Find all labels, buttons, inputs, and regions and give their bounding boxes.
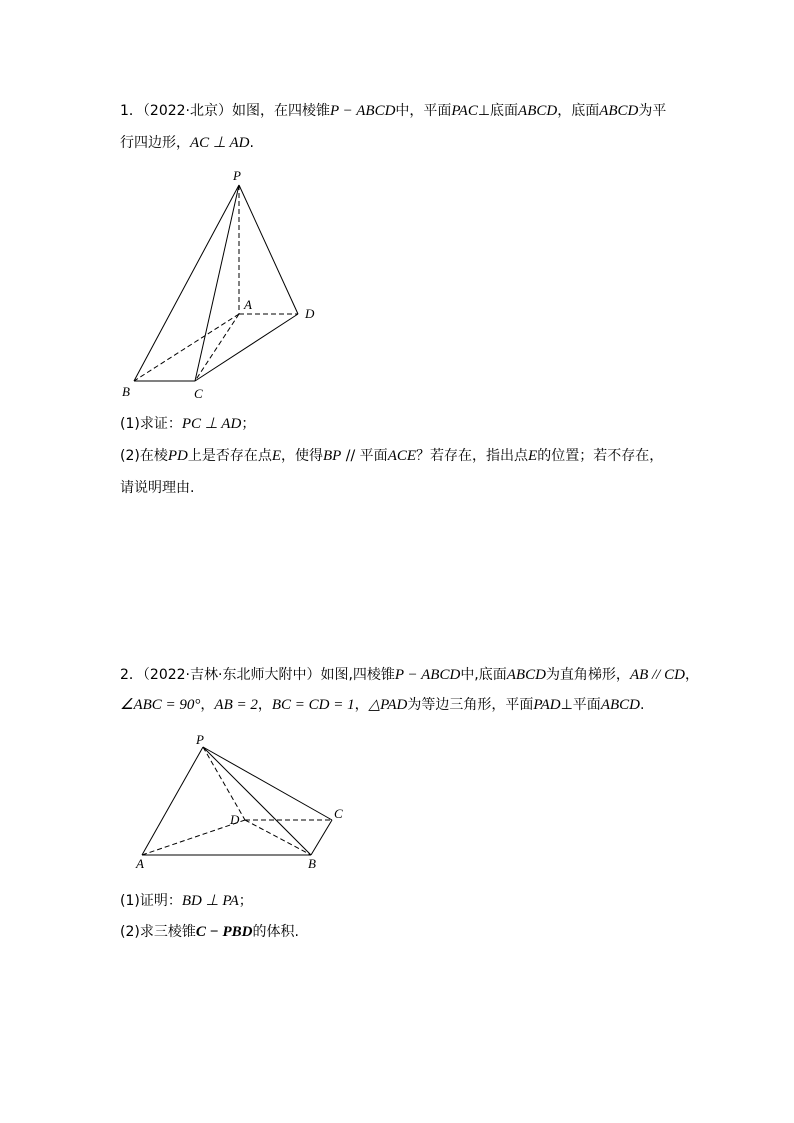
vertex-label-A: A	[136, 856, 144, 871]
problem-source: （2022·吉林·东北师大附中）	[142, 667, 321, 683]
edge-PC	[203, 747, 332, 820]
vertex-label-D: D	[305, 306, 315, 321]
vertex-label-D: D	[230, 812, 240, 827]
problem-2-part-2: (2)求三棱锥C − PBD的体积.	[120, 924, 299, 940]
edge-PA	[142, 747, 203, 855]
edge-PB	[203, 747, 311, 855]
vertex-label-C: C	[334, 806, 343, 821]
problem-number: 1．	[120, 103, 143, 119]
problem-1-part-1: (1)求证：PC ⊥ AD；	[120, 416, 256, 432]
problem-1-part-2-line-1: (2)在棱PD上是否存在点E，使得BP // 平面ACE？若存在，指出点E的位置；若不存在，	[120, 448, 664, 464]
vertex-label-P: P	[233, 168, 241, 183]
problem-1-line-2: 行四边形，AC ⊥ AD.	[120, 135, 254, 151]
vertex-label-C: C	[194, 386, 203, 401]
edge-DB-hidden	[245, 820, 311, 855]
problem-1-line-1: 1．（2022·北京）如图，在四棱锥P − ABCD中，平面PAC⊥底面ABCD，底面ABCD为平	[120, 103, 667, 119]
problem-source: （2022·北京）	[142, 103, 233, 119]
problem-2-part-1: (1)证明：BD ⊥ PA；	[120, 893, 253, 909]
edge-BC	[311, 820, 332, 855]
vertex-label-B: B	[308, 856, 316, 871]
vertex-label-B: B	[122, 384, 130, 399]
problem-2-line-1: 2．（2022·吉林·东北师大附中）如图,四棱锥P − ABCD中,底面ABCD为直角梯形，AB // CD，	[120, 667, 699, 683]
problem-number: 2．	[120, 667, 143, 683]
vertex-label-P: P	[196, 732, 204, 747]
problem-1-part-2-line-2: 请说明理由.	[120, 480, 195, 496]
problem-2-line-2: ∠ABC = 90°，AB = 2，BC = CD = 1，△PAD为等边三角形，平面PAD⊥平面ABCD.	[120, 697, 645, 713]
edge-PD-hidden	[203, 747, 245, 820]
vertex-label-A: A	[244, 297, 252, 312]
